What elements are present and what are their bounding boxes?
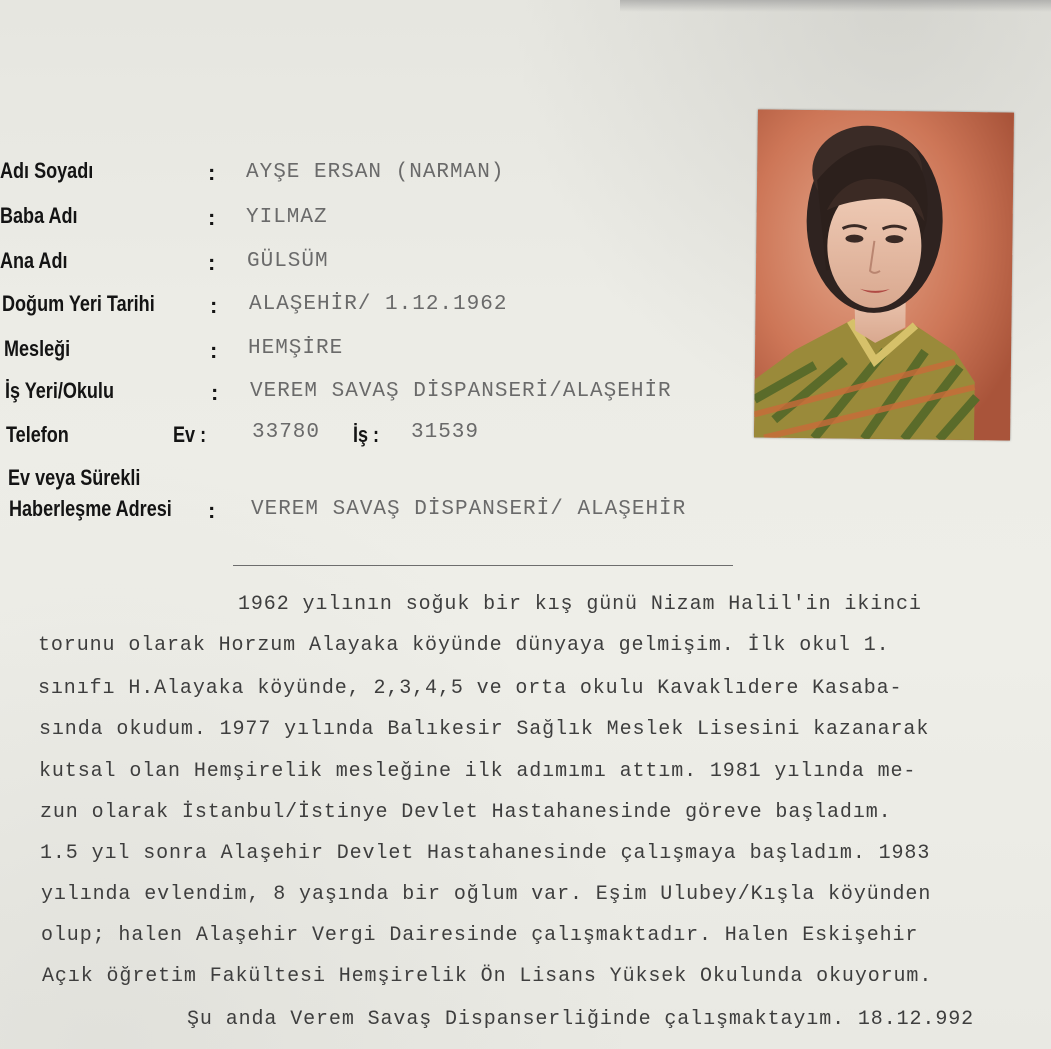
label-phone-work: İş : [353,422,380,447]
label-address-line2: Haberleşme Adresi [9,496,172,521]
biography-line: yılında evlendim, 8 yaşında bir oğlum var. Eşim Ulubey/Kışla köyünden [41,883,932,906]
biography-line: 1962 yılının soğuk bir kış günü Nizam Halil'in ikinci [238,593,922,616]
biography-line: sında okudum. 1977 yılında Balıkesir Sağlık Meslek Lisesini kazanarak [39,718,930,741]
colon: : [208,160,216,185]
biography-line: olup; halen Alaşehir Vergi Dairesinde çalışmaktadır. Halen Eskişehir [41,924,919,947]
value-phone-work: 31539 [411,421,480,444]
value-full-name: AYŞE ERSAN (NARMAN) [246,161,505,184]
label-father-name: Baba Adı [0,203,78,228]
value-profession: HEMŞİRE [248,337,344,360]
biography-line: Açık öğretim Fakültesi Hemşirelik Ön Lisans Yüksek Okulunda okuyorum. [42,965,933,988]
label-phone-home: Ev : [173,422,207,447]
biography-line: Şu anda Verem Savaş Dispanserliğinde çalışmaktayım. 18.12.992 [187,1008,975,1031]
label-full-name: Adı Soyadı [0,158,94,183]
value-address: VEREM SAVAŞ DİSPANSERİ/ ALAŞEHİR [251,498,687,521]
label-birth-place-date: Doğum Yeri Tarihi [2,291,155,316]
biography-line: sınıfı H.Alayaka köyünde, 2,3,4,5 ve orta okulu Kavaklıdere Kasaba- [38,677,903,700]
label-address-line1: Ev veya Sürekli [8,465,141,490]
biography-line: kutsal olan Hemşirelik mesleğine ilk adımımı attım. 1981 yılında me- [39,760,917,783]
label-profession: Mesleği [4,336,71,361]
biography-line: torunu olarak Horzum Alayaka köyünde dünyaya gelmişim. İlk okul 1. [38,634,890,657]
colon: : [211,380,219,405]
colon: : [210,293,218,318]
value-birth-place-date: ALAŞEHİR/ 1.12.1962 [249,293,508,316]
label-phone: Telefon [6,422,69,447]
label-mother-name: Ana Adı [0,248,68,273]
colon: : [208,205,216,230]
colon: : [210,338,218,363]
colon: : [208,250,216,275]
value-mother-name: GÜLSÜM [247,250,329,273]
label-workplace: İş Yeri/Okulu [5,378,114,403]
biography-line: 1.5 yıl sonra Alaşehir Devlet Hastahanesinde çalışmaya başladım. 1983 [40,842,931,865]
value-phone-home: 33780 [252,421,321,444]
value-workplace: VEREM SAVAŞ DİSPANSERİ/ALAŞEHİR [250,380,672,403]
biography-line: zun olarak İstanbul/İstinye Devlet Hastahanesinde göreve başladım. [40,801,892,824]
colon: : [208,498,216,523]
value-father-name: YILMAZ [246,206,328,229]
